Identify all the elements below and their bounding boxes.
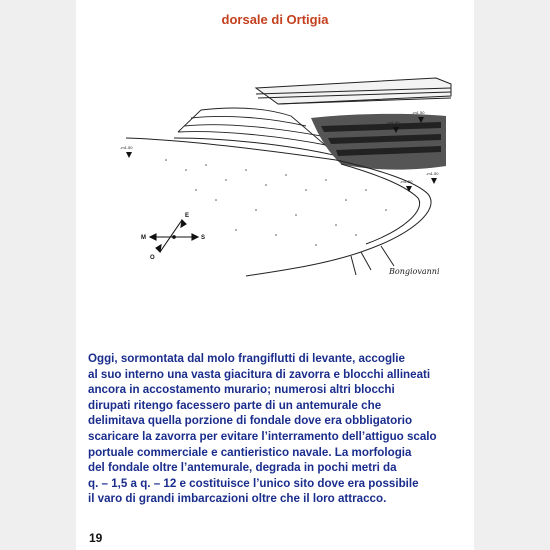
compass-label-south: O: [150, 255, 155, 261]
depth-label: -m1.50: [412, 110, 425, 115]
depth-label: -m1.50: [426, 171, 439, 176]
depth-label: -m1.50: [387, 120, 400, 125]
paragraph-line: Oggi, sormontata dal molo frangiflutti di levante, accoglie: [88, 352, 405, 365]
compass-rose: [150, 220, 198, 252]
artist-signature: Bongiovanni: [389, 267, 440, 276]
compass-label-west: M: [141, 235, 146, 241]
stone-blocks: [311, 114, 446, 170]
paragraph-line: ancora in accostamento murario; numerosi altri blocchi: [88, 383, 395, 397]
paragraph-line: del fondale oltre l’antemurale, degrada in pochi metri da: [88, 461, 397, 475]
paragraph-line: portuale commerciale e cantieristico navale. La morfologia: [88, 445, 412, 459]
depth-label: -m1.50: [400, 179, 413, 184]
paragraph-line: delimitava quella porzione di fondale dove era obbligatorio: [88, 414, 413, 428]
compass-label-east: S: [201, 235, 206, 241]
depth-label: -m1.50: [120, 145, 133, 150]
page-title: dorsale di Ortigia: [221, 12, 329, 27]
body-paragraph: [88, 351, 478, 507]
seabed-sketch-illustration: [106, 70, 456, 290]
paragraph-line: scaricare la zavorra per evitare l’interramento dell’attiguo scalo: [88, 429, 437, 443]
book-page: [76, 0, 474, 550]
compass-label-north: E: [185, 213, 190, 219]
paragraph-line: al suo interno una vasta giacitura di zavorra e blocchi allineati: [88, 367, 431, 381]
page-number: 19: [89, 531, 103, 545]
paragraph-line: q. – 1,5 a q. – 12 e costituisce l’unico sito dove era possibile: [88, 476, 419, 490]
paragraph-line: il varo di grandi imbarcazioni oltre che il loro attracco.: [88, 492, 387, 506]
paragraph-line: dirupati ritengo facessero parte di un antemurale che: [88, 398, 382, 412]
